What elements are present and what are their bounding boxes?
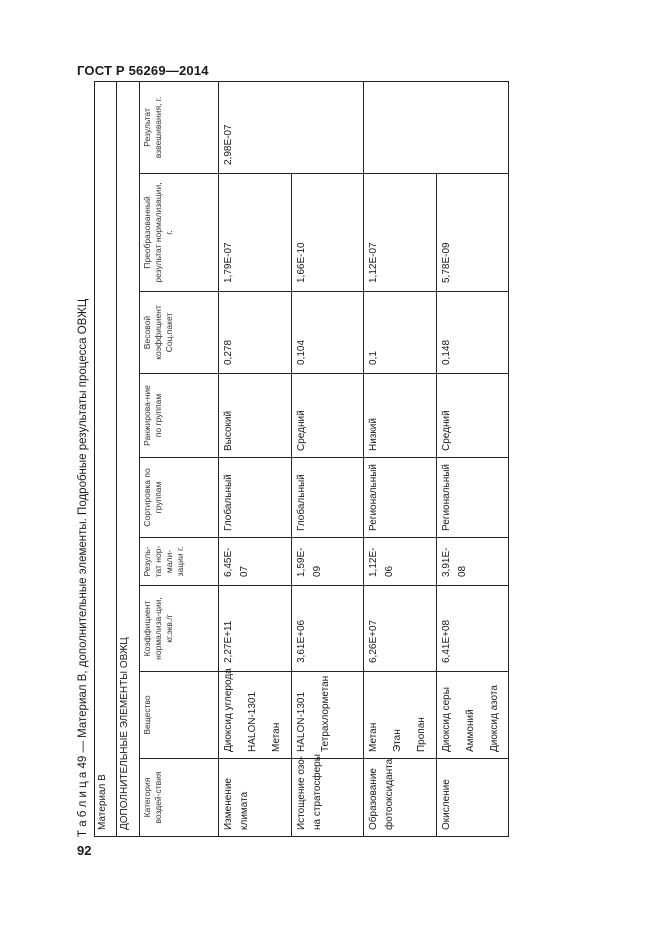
material-title: Материал В — [95, 81, 117, 836]
weight-cell: 0,148 — [436, 292, 508, 374]
header-norm-result: Резуль-тат нор-мали-зации г. — [139, 538, 219, 586]
category-line: на стратосферы — [311, 754, 323, 830]
substance-cell — [219, 668, 291, 759]
header-substance: Вещество — [139, 672, 219, 759]
header-weighted: Результат взвешивания, г. — [139, 81, 219, 173]
substance-line: HALON-1301 — [247, 691, 259, 752]
transformed-cell: 5,78E-09 — [436, 174, 508, 292]
coefficient-cell: 2,27E+11 — [219, 586, 291, 672]
sorting-cell: Глобальный — [291, 458, 363, 538]
weight-cell: 0,104 — [291, 292, 363, 374]
header-coefficient: Коэффициент нормализа-ции, кг.экв./г — [139, 586, 219, 672]
ranking-cell: Средний — [291, 374, 363, 458]
header-transformed: Преобразованный результат нормализации, г. — [139, 174, 219, 292]
category-line: Истощение озо- — [295, 755, 307, 830]
results-table — [94, 81, 509, 837]
section-row — [117, 81, 139, 836]
substance-line: Тетрахлорметан — [319, 675, 331, 752]
table-row — [364, 81, 436, 836]
substance-line: Диоксид азота — [488, 685, 500, 752]
norm-result-cell: 1,12E-06 — [364, 538, 436, 586]
category-cell — [436, 759, 508, 837]
category-line: Изменение — [223, 778, 235, 830]
substance-line: Метан — [368, 722, 380, 752]
table-caption: Т а б л и ц а 49 — Материал В, дополнительные элементы. Подробные результаты процесса ОВЖЦ — [77, 298, 89, 837]
substance-line: Диоксид углерода — [223, 668, 235, 752]
weight-cell: 0,278 — [219, 292, 291, 374]
coefficient-cell: 6,41E+08 — [436, 586, 508, 672]
category-line: Окисление — [440, 779, 452, 830]
norm-result-cell: 3,91E-08 — [436, 538, 508, 586]
weighted-cell: 2,98E-07 — [219, 81, 364, 173]
ranking-cell: Низкий — [364, 374, 436, 458]
material-row — [95, 81, 117, 836]
category-line: Образование — [368, 768, 380, 830]
substance-cell — [436, 672, 508, 759]
header-ranking: Ранжирова-ние по группам — [139, 374, 219, 458]
transformed-cell: 1,79E-07 — [219, 174, 291, 292]
category-cell — [364, 759, 436, 837]
table-row — [436, 81, 508, 836]
header-category: Категория воздей-ствия — [139, 759, 219, 837]
sorting-cell: Региональный — [364, 458, 436, 538]
substance-line: Этан — [392, 729, 404, 752]
substance-cell — [364, 672, 436, 759]
substance-line: Метан — [271, 722, 283, 752]
norm-result-cell: 1,59E-09 — [291, 538, 363, 586]
substance-line: Пропан — [416, 717, 428, 752]
page-number: 92 — [77, 843, 92, 858]
transformed-cell: 1,66E-10 — [291, 174, 363, 292]
category-cell — [219, 759, 291, 837]
header-row — [139, 81, 219, 836]
substance-line: Аммоний — [464, 709, 476, 752]
rotated-table-block — [72, 82, 512, 837]
transformed-cell: 1,12E-07 — [364, 174, 436, 292]
ranking-cell: Высокий — [219, 374, 291, 458]
sorting-cell: Региональный — [436, 458, 508, 538]
category-line: фотооксиданта — [384, 758, 396, 830]
substance-line: Диоксид серы — [440, 687, 452, 752]
weighted-cell — [364, 81, 509, 173]
weight-cell: 0,1 — [364, 292, 436, 374]
category-line: климата — [239, 791, 251, 830]
document-code: ГОСТ Р 56269—2014 — [77, 63, 209, 78]
ranking-cell: Средний — [436, 374, 508, 458]
table-row — [219, 81, 291, 836]
norm-result-cell: 6,45E-07 — [219, 538, 291, 586]
header-sorting: Сортировка по группам — [139, 458, 219, 538]
section-title: ДОПОЛНИТЕЛЬНЫЕ ЭЛЕМЕНТЫ ОВЖЦ — [117, 81, 139, 836]
table-row — [291, 81, 363, 836]
substance-line: HALON-1301 — [295, 691, 307, 752]
coefficient-cell: 6,26E+07 — [364, 586, 436, 672]
category-cell — [291, 754, 363, 837]
substance-cell — [291, 672, 363, 759]
coefficient-cell: 3,61E+06 — [291, 586, 363, 672]
sorting-cell: Глобальный — [219, 458, 291, 538]
header-weight: Весовой коэффициент Соц.пакет — [139, 292, 219, 374]
